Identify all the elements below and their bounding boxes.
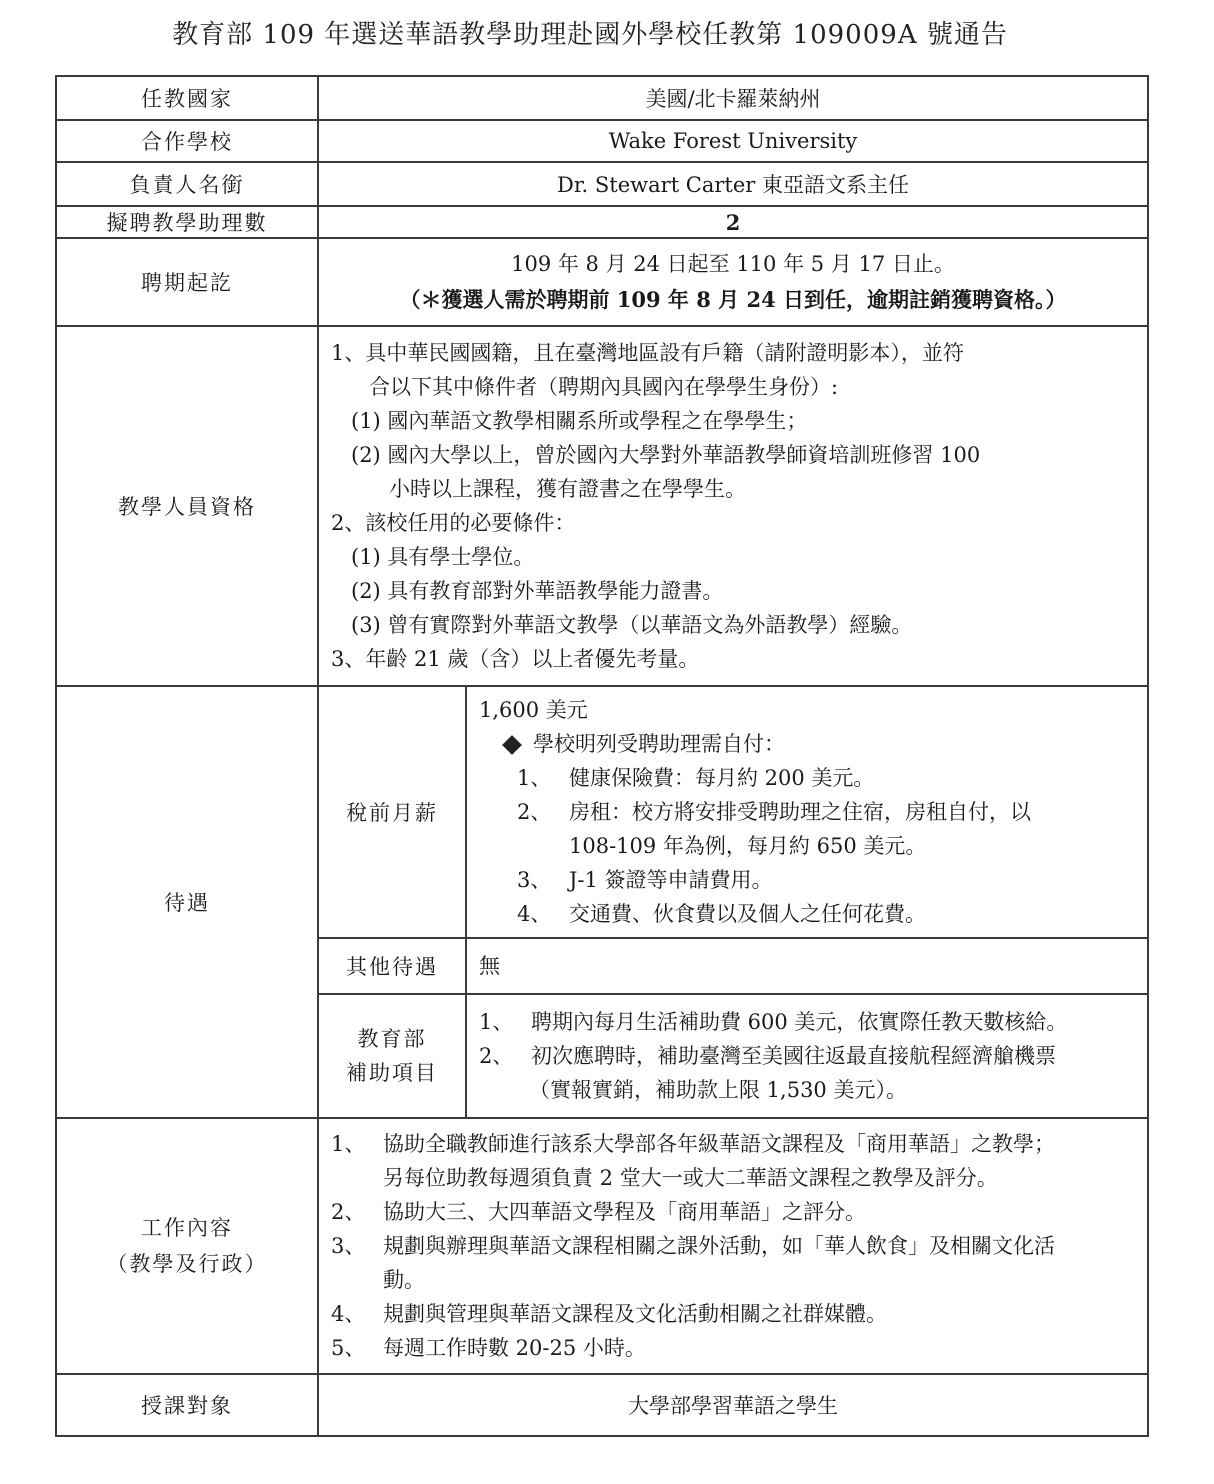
target-value: 大學部學習華語之學生 [318,1374,1148,1436]
school-value: Wake Forest University [318,120,1148,162]
work-item [331,1195,1137,1229]
qualifications-list [318,326,1148,686]
item-text: 規劃與辦理與華語文課程相關之課外活動，如「華人飲食」及相關文化活 [383,1234,1055,1258]
work-details [318,1118,1148,1374]
work-label-line: 工作內容 [141,1216,233,1240]
other-benefits-value: 無 [466,938,1148,994]
qualification-line: (1) 國內華語文教學相關系所或學程之在學學生； [351,409,808,433]
item-text: 初次應聘時，補助臺灣至美國往返最直接航程經濟艙機票 [531,1044,1056,1068]
item-text: 協助大三、大四華語文學程及「商用華語」之評分。 [383,1200,866,1224]
target-label: 授課對象 [56,1374,318,1436]
moe-subsidy-label [318,994,466,1118]
country-label: 任教國家 [56,76,318,120]
school-label: 合作學校 [56,120,318,162]
item-number: 2、 [517,800,552,824]
salary-item [479,897,1137,931]
row-salary [56,686,1148,938]
period-value [318,238,1148,326]
salary-details [466,686,1148,938]
moe-subsidy-details [466,994,1148,1118]
salary-item-continued: 108-109 年為例，每月約 650 美元。 [569,834,927,858]
positions-label: 擬聘教學助理數 [56,206,318,238]
contact-value: Dr. Stewart Carter 東亞語文系主任 [318,162,1148,206]
item-number: 5、 [331,1336,366,1360]
period-note: （＊獲選人需於聘期前 109 年 8 月 24 日到任，逾期註銷獲聘資格。） [399,287,1067,312]
work-item [331,1229,1137,1263]
qualification-line: 合以下其中條件者（聘期內具國內在學學生身份）: [369,375,839,399]
work-item-continued: 動。 [383,1268,425,1292]
qualification-line: 小時以上課程，獲有證書之在學學生。 [389,477,746,501]
row-period [56,238,1148,326]
item-number: 2、 [331,1200,366,1224]
salary-note [479,727,1137,761]
moe-item-continued: （實報實銷，補助款上限 1,530 美元）。 [529,1078,907,1102]
qualification-line: 3、年齡 21 歲（含）以上者優先考量。 [331,647,700,671]
qualifications-label: 教學人員資格 [56,326,318,686]
notice-table [55,75,1149,1437]
item-text: 交通費、伙食費以及個人之任何花費。 [569,902,926,926]
period-dates: 109 年 8 月 24 日起至 110 年 5 月 17 日止。 [511,252,955,276]
salary-item [479,863,1137,897]
salary-item [479,795,1137,829]
salary-note-text: 學校明列受聘助理需自付： [533,732,785,756]
row-positions [56,206,1148,238]
item-text: 聘期內每月生活補助費 600 美元，依實際任教天數核給。 [531,1010,1068,1034]
period-label: 聘期起訖 [56,238,318,326]
work-label [56,1118,318,1374]
diamond-bullet-icon [502,735,522,755]
salary-item [479,761,1137,795]
work-item [331,1127,1137,1161]
item-number: 1、 [517,766,552,790]
positions-value: 2 [318,206,1148,238]
qualification-line: (1) 具有學士學位。 [351,545,535,569]
item-number: 4、 [517,902,552,926]
moe-label-line: 教育部 [357,1027,427,1051]
work-item [331,1297,1137,1331]
item-text: 健康保險費：每月約 200 美元。 [569,766,875,790]
country-value: 美國/北卡羅萊納州 [318,76,1148,120]
item-text: 每週工作時數 20-25 小時。 [383,1336,646,1360]
row-school [56,120,1148,162]
row-country [56,76,1148,120]
qualification-line: (2) 具有教育部對外華語教學能力證書。 [351,579,724,603]
row-work [56,1118,1148,1374]
item-number: 4、 [331,1302,366,1326]
item-number: 3、 [517,868,552,892]
qualification-line: (3) 曾有實際對外華語文教學（以華語文為外語教學）經驗。 [351,613,913,637]
row-contact [56,162,1148,206]
moe-item [479,1039,1137,1073]
work-item [331,1331,1137,1365]
row-qualifications [56,326,1148,686]
qualification-line: (2) 國內大學以上，曾於國內大學對外華語教學師資培訓班修習 100 [351,443,981,467]
moe-label-line: 補助項目 [346,1061,438,1085]
notice-title: 教育部 109 年選送華語教學助理赴國外學校任教第 109009A 號通告 [172,20,1008,50]
contact-label: 負責人名銜 [56,162,318,206]
item-text: 規劃與管理與華語文課程及文化活動相關之社群媒體。 [383,1302,887,1326]
item-text: 協助全職教師進行該系大學部各年級華語文課程及「商用華語」之教學； [383,1132,1055,1156]
item-text: 房租：校方將安排受聘助理之住宿，房租自付，以 [569,800,1031,824]
salary-amount: 1,600 美元 [479,698,588,722]
work-item-continued: 另每位助教每週須負責 2 堂大一或大二華語文課程之教學及評分。 [383,1166,998,1190]
moe-item [479,1005,1137,1039]
salary-label: 稅前月薪 [318,686,466,938]
compensation-label: 待遇 [56,686,318,1118]
item-number: 1、 [479,1010,514,1034]
item-number: 2、 [479,1044,514,1068]
item-text: J-1 簽證等申請費用。 [569,868,773,892]
work-label-line: （教學及行政） [106,1252,268,1276]
other-benefits-label: 其他待遇 [318,938,466,994]
row-target [56,1374,1148,1436]
qualification-line: 2、該校任用的必要條件： [331,511,576,535]
qualification-line: 1、具中華民國國籍，且在臺灣地區設有戶籍（請附證明影本），並符 [331,341,964,365]
item-number: 1、 [331,1132,366,1156]
item-number: 3、 [331,1234,366,1258]
